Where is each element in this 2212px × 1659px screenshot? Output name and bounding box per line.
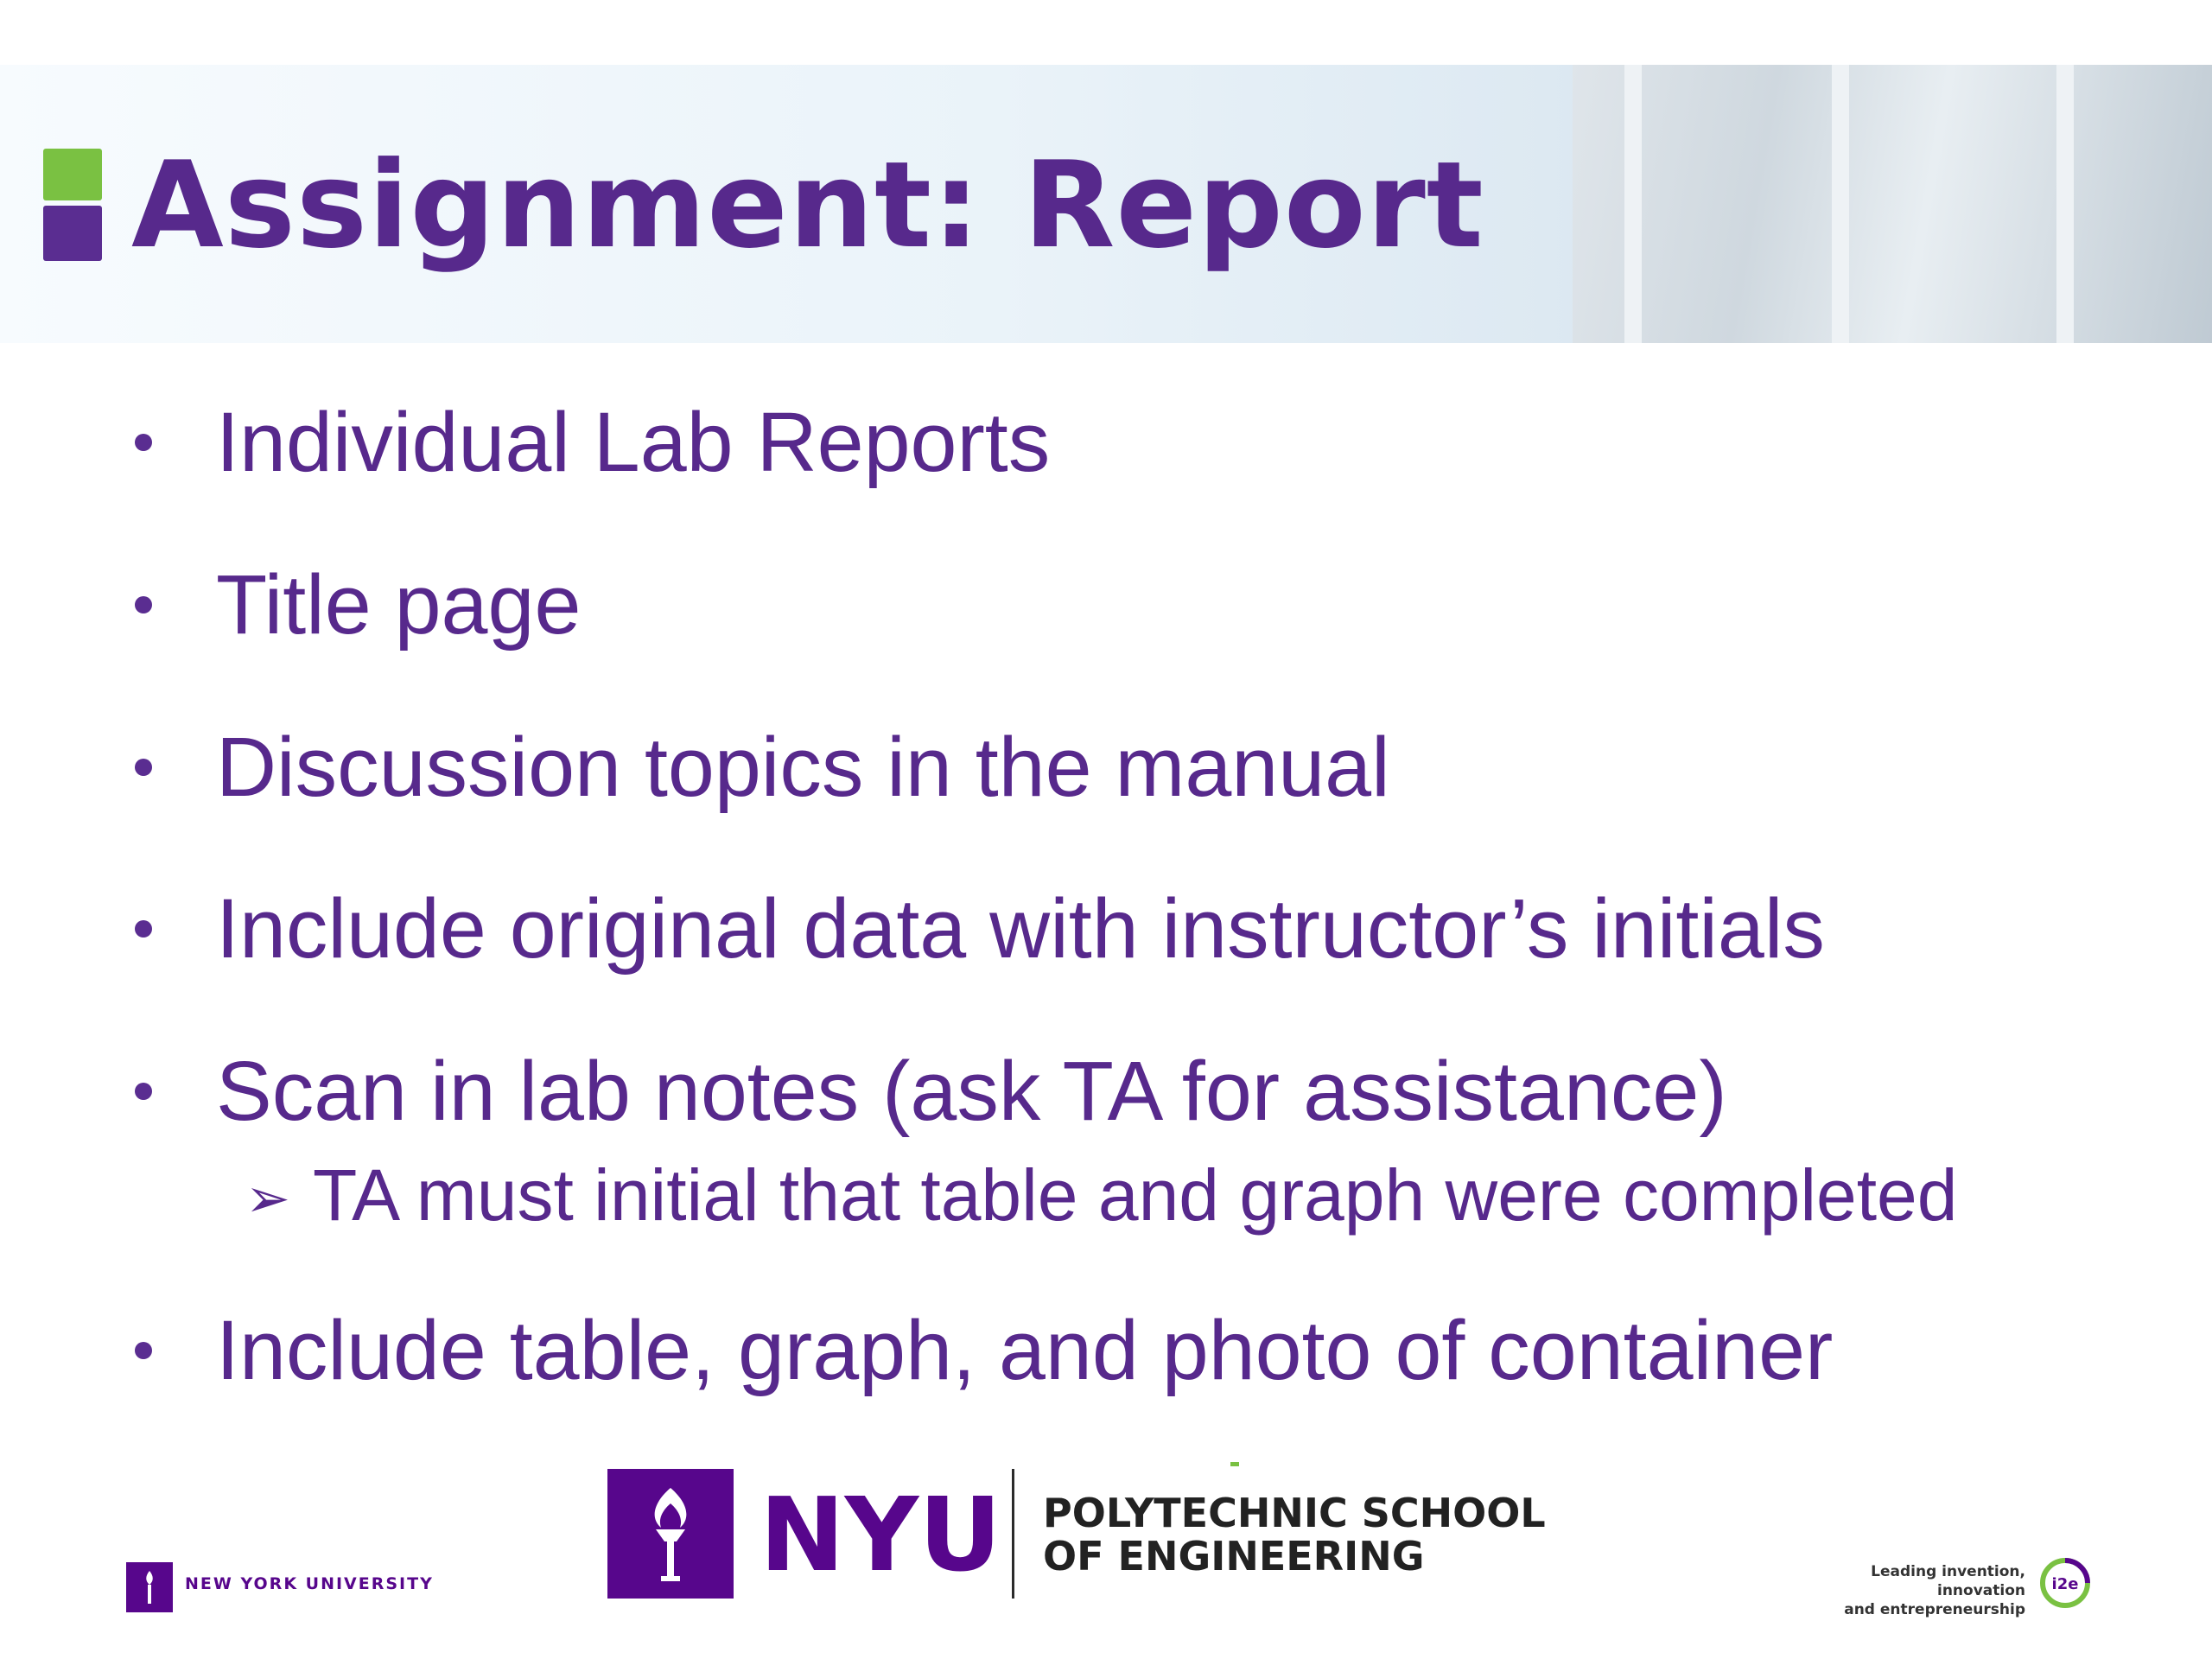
green-accent-mark (1230, 1462, 1239, 1466)
logo-divider (1012, 1469, 1014, 1599)
tagline-line1: Leading invention, innovation (1871, 1563, 2025, 1599)
i2e-icon (2037, 1555, 2093, 1611)
nyu-wordmark: NEW YORK UNIVERSITY (185, 1574, 434, 1593)
school-name (1043, 1491, 1546, 1578)
arrow-bullet-icon: ➢ (245, 1166, 290, 1230)
bullet-text: Scan in lab notes (ask TA for assistance) (216, 1044, 1727, 1138)
bullet-text: Discussion topics in the manual (216, 720, 1390, 814)
bullet-dot-icon (135, 596, 152, 613)
sub-bullet-text: TA must initial that table and graph were completed (313, 1154, 1958, 1236)
nyu-logo-text: NYU (760, 1475, 1002, 1594)
bullet-dot-icon (135, 759, 152, 776)
bullet-text: Include table, graph, and photo of container (216, 1303, 1834, 1397)
torch-icon (126, 1562, 173, 1612)
school-name-line1: POLYTECHNIC SCHOOL (1043, 1490, 1546, 1536)
bullet-dot-icon (135, 434, 152, 451)
bullet-dot-icon (135, 1083, 152, 1100)
slide-title: Assignment: Report (131, 136, 1484, 275)
bullet-dot-icon (135, 920, 152, 938)
bullet-text: Include original data with instructor’s initials (216, 881, 1825, 976)
torch-icon (607, 1469, 734, 1599)
tagline-line2: and entrepreneurship (1844, 1601, 2025, 1618)
school-name-line2: OF ENGINEERING (1043, 1533, 1425, 1580)
bullet-dot-icon (135, 1342, 152, 1359)
i2e-mark-text: i2e (2051, 1575, 2079, 1593)
bullet-text: Individual Lab Reports (216, 395, 1051, 489)
bullet-text: Title page (216, 557, 582, 652)
tagline (1797, 1562, 2025, 1619)
